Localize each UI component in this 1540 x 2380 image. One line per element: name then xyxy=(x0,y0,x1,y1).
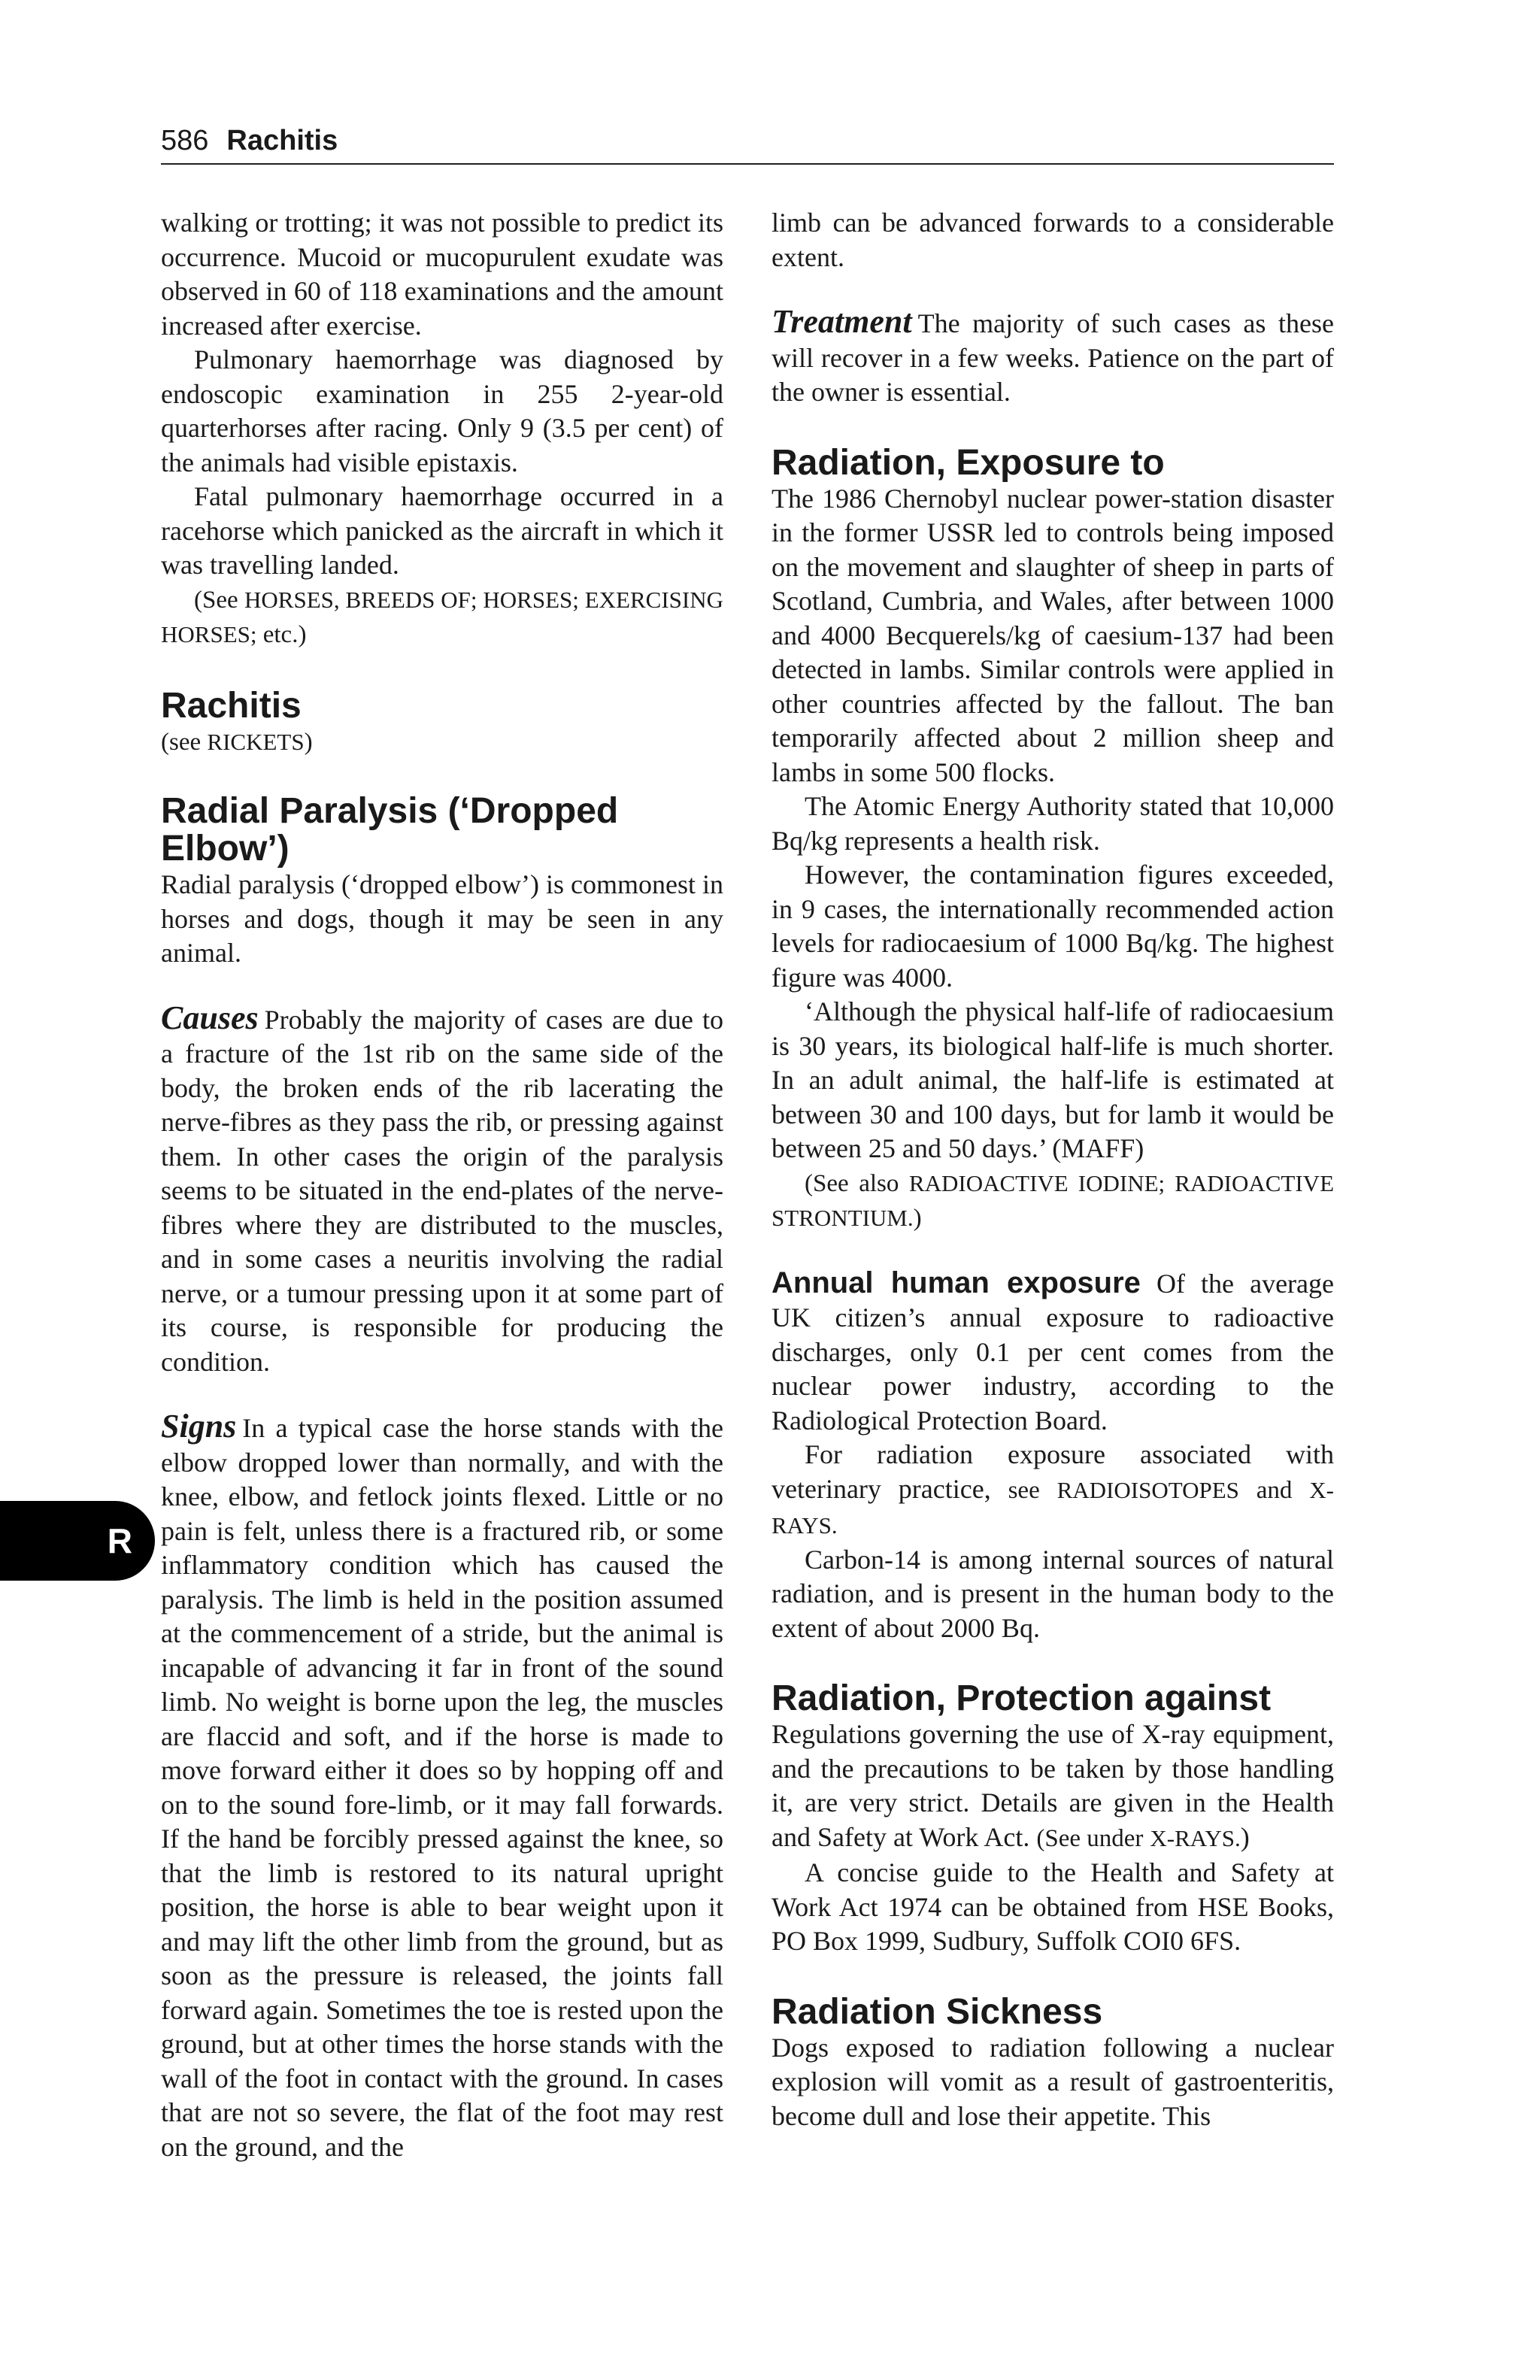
subsection-heading: Treatment xyxy=(772,303,912,340)
paragraph: Pulmonary haemorrhage was diagnosed by endoscopic examination in 255 2-year-old quarterhorses after racing. Only 9 (3.5 per cent) of the animals had visible epistaxis. xyxy=(161,344,723,478)
page-header xyxy=(161,125,1334,165)
paragraph: For radiation exposure associated with veterinary practice, see RADIOISOTOPES and X-RAYS. xyxy=(772,1439,1335,1539)
subsection-heading: Causes xyxy=(161,999,259,1036)
cross-reference: (See HORSES, BREEDS OF; HORSES; EXERCISING HORSES; etc.) xyxy=(161,586,724,648)
paragraph: Fatal pulmonary haemorrhage occurred in a racehorse which panicked as the aircraft in which it was travelling landed. xyxy=(161,481,723,580)
paragraph: A concise guide to the Health and Safety at Work Act 1974 can be obtained from HSE Books, PO Box 1999, Sudbury, Suffolk COI0 6FS. xyxy=(772,1857,1334,1956)
page-number: 586 xyxy=(161,125,209,156)
cross-reference-terms: RADIOISOTOPES xyxy=(1056,1476,1239,1503)
left-column xyxy=(161,206,723,2164)
subsection-signs: Signs In a typical case the horse stands with the elbow dropped lower than normally, and with the knee, elbow, and fetlock joints flexed. Little or no pain is felt, unless there is a fractured rib, or some inflammatory condition which has caused the paralysis. The limb is held in the position assumed at the commencement of a stride, but the animal is incapable of advancing it far in front of the sound limb. No weight is borne upon the leg, the muscles are flaccid and soft, and if the horse is made to move forward either it does so by hopping off and on to the sound fore-limb, or it may fall forwards. If the hand be forcibly pressed against the knee, so that the limb is restored to its natural upright position, the horse is able to bear weight upon it and may lift the other limb from the ground, but as soon as the pressure is released, the joints fall forward again. Sometimes the toe is rested upon the ground, but at other times the horse stands with the wall of the foot in contact with the ground. In cases that are not so severe, the flat of the foot may rest on the ground, and the xyxy=(161,1408,723,2162)
entry-heading-radiation-sickness: Radiation Sickness xyxy=(772,1991,1103,2032)
subsection-causes: Causes Probably the majority of cases are due to a fracture of the 1st rib on the same side of the body, the broken ends of the rib lacerating the nerve-fibres as they pass the rib, or pressing against them. In other cases the origin of the paralysis seems to be situated in the end-plates of the nerve-fibres where they are distributed to the muscles, and in some cases a neuritis involving the radial nerve, or a tumour pressing upon it at some part of its course, is responsible for producing the condition. xyxy=(161,999,723,1377)
subsection-heading: Annual human exposure xyxy=(772,1266,1141,1299)
paragraph: The 1986 Chernobyl nuclear power-station disaster in the former USSR led to controls being imposed on the movement and slaughter of sheep in parts of Scotland, Cumbria, and Wales, after between 1000 and 4000 Becquerels/kg of caesium-137 had been detected in lambs. Similar controls were applied in other countries affected by the fallout. The ban temporarily affected about 2 million sheep and lambs in some 500 flocks. xyxy=(772,483,1334,787)
entry-heading-radial-paralysis: Radial Paralysis (‘Dropped Elbow’) xyxy=(161,791,619,869)
paragraph: Carbon-14 is among internal sources of natural radiation, and is present in the human body to the extent of about 2000 Bq. xyxy=(772,1544,1334,1643)
cross-reference-terms: HORSES, BREEDS OF; HORSES; EXERCISING HORSES; xyxy=(161,586,724,647)
cross-reference-terms: RICKETS xyxy=(207,728,305,755)
entry-heading-radiation-protection: Radiation, Protection against xyxy=(772,1678,1272,1718)
cross-reference: (See also RADIOACTIVE IODINE; RADIOACTIVE STRONTIUM.) xyxy=(772,1169,1335,1232)
paragraph: However, the contamination figures exceeded, in 9 cases, the internationally recommended action levels for radiocaesium of 1000 Bq/kg. The highest figure was 4000. xyxy=(772,860,1334,993)
paragraph: limb can be advanced forwards to a considerable extent. xyxy=(772,208,1334,272)
cross-reference-terms: X-RAYS. xyxy=(1150,1824,1241,1851)
paragraph: walking or trotting; it was not possible to predict its occurrence. Mucoid or mucopurulent exudate was observed in 60 of 118 examinations and the amount increased after exercise. xyxy=(161,208,723,341)
paragraph: The Atomic Energy Authority stated that 10,000 Bq/kg represents a health risk. xyxy=(772,791,1334,856)
subsection-annual-exposure: Annual human exposure Of the average UK citizen’s annual exposure to radioactive discharges, only 0.1 per cent comes from the nuclear power industry, according to the Radiological Protection Board. xyxy=(772,1266,1334,1436)
cross-reference: (see RICKETS) xyxy=(161,728,313,756)
paragraph: Dogs exposed to radiation following a nuclear explosion will vomit as a result of gastroenteritis, become dull and lose their appetite. This xyxy=(772,2032,1334,2131)
right-column xyxy=(772,206,1334,2133)
thumb-index-tab xyxy=(0,1501,155,1581)
cross-reference-terms: RADIOACTIVE IODINE; RADIOACTIVE STRONTIUM. xyxy=(772,1169,1335,1231)
paragraph: ‘Although the physical half-life of radiocaesium is 30 years, its biological half-life is much shorter. In an adult animal, the half-life is estimated at between 30 and 100 days, but for lamb it would be between 25 and 50 days.’ (MAFF) xyxy=(772,996,1334,1163)
paragraph: Radial paralysis (‘dropped elbow’) is commonest in horses and dogs, though it may be seen in any animal. xyxy=(161,869,723,968)
paragraph: Regulations governing the use of X-ray equipment, and the precautions to be taken by those handling it, are very strict. Details are given in the Health and Safety at Work Act. (See under X-RAYS.) xyxy=(772,1719,1334,1852)
running-title: Rachitis xyxy=(226,125,338,156)
entry-heading-radiation-exposure: Radiation, Exposure to xyxy=(772,442,1165,483)
entry-heading-rachitis: Rachitis xyxy=(161,685,302,726)
subsection-treatment: Treatment The majority of such cases as these will recover in a few weeks. Patience on the part of the owner is essential. xyxy=(772,303,1334,407)
subsection-heading: Signs xyxy=(161,1408,237,1445)
cross-reference-terms: X-RAYS. xyxy=(772,1476,1335,1539)
thumb-tab-letter: R xyxy=(107,1521,132,1560)
